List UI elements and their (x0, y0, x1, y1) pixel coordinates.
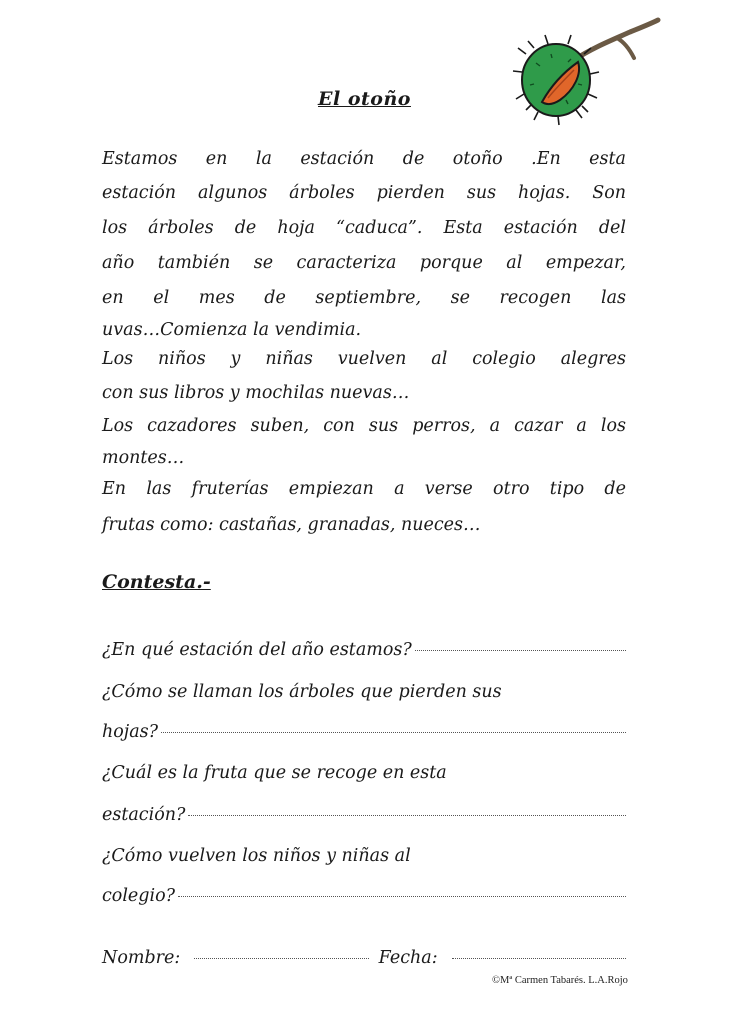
question-2-line-2 (102, 715, 626, 749)
name-label: Nombre: (102, 948, 181, 968)
question-4-line-1: ¿Cómo vuelven los niños y niñas al (102, 846, 411, 866)
answer-line[interactable] (415, 650, 626, 651)
question-4-line-2 (102, 879, 626, 913)
text-line: montes… (102, 448, 185, 468)
text-line: Los niños y niñas vuelven al colegio alegres (102, 349, 626, 369)
question-text: hojas? (102, 722, 159, 742)
date-field[interactable] (452, 958, 626, 959)
text-line: uvas…Comienza la vendimia. (102, 320, 362, 340)
answer-line[interactable] (188, 815, 626, 816)
name-date-row (102, 941, 626, 975)
text-line: En las fruterías empiezan a verse otro tipo de (102, 479, 626, 499)
text-line: frutas como: castañas, granadas, nueces… (102, 515, 481, 535)
date-label: Fecha: (378, 948, 438, 968)
copyright-text: ©Mª Carmen Tabarés. L.A.Rojo (492, 975, 628, 986)
question-3-line-1: ¿Cuál es la fruta que se recoge en esta (102, 763, 447, 783)
question-text: colegio? (102, 886, 176, 906)
text-line: año también se caracteriza porque al empezar, (102, 253, 626, 273)
question-text: estación? (102, 805, 186, 825)
name-field[interactable] (194, 958, 368, 959)
question-1 (102, 633, 626, 667)
answer-line[interactable] (178, 896, 626, 897)
answer-line[interactable] (161, 732, 626, 733)
question-text: ¿En qué estación del año estamos? (102, 640, 412, 660)
text-line: estación algunos árboles pierden sus hojas. Son (102, 183, 626, 203)
chestnut-icon (512, 14, 662, 126)
question-3-line-2 (102, 798, 626, 832)
question-2-line-1: ¿Cómo se llaman los árboles que pierden sus (102, 682, 502, 702)
page-title: El otoño (318, 88, 411, 110)
text-line: Estamos en la estación de otoño .En esta (102, 149, 626, 169)
text-line: Los cazadores suben, con sus perros, a cazar a los (102, 416, 626, 436)
text-line: en el mes de septiembre, se recogen las (102, 288, 626, 308)
contesta-heading: Contesta.- (102, 571, 211, 593)
text-line: con sus libros y mochilas nuevas… (102, 383, 410, 403)
text-line: los árboles de hoja “caduca”. Esta estación del (102, 218, 626, 238)
